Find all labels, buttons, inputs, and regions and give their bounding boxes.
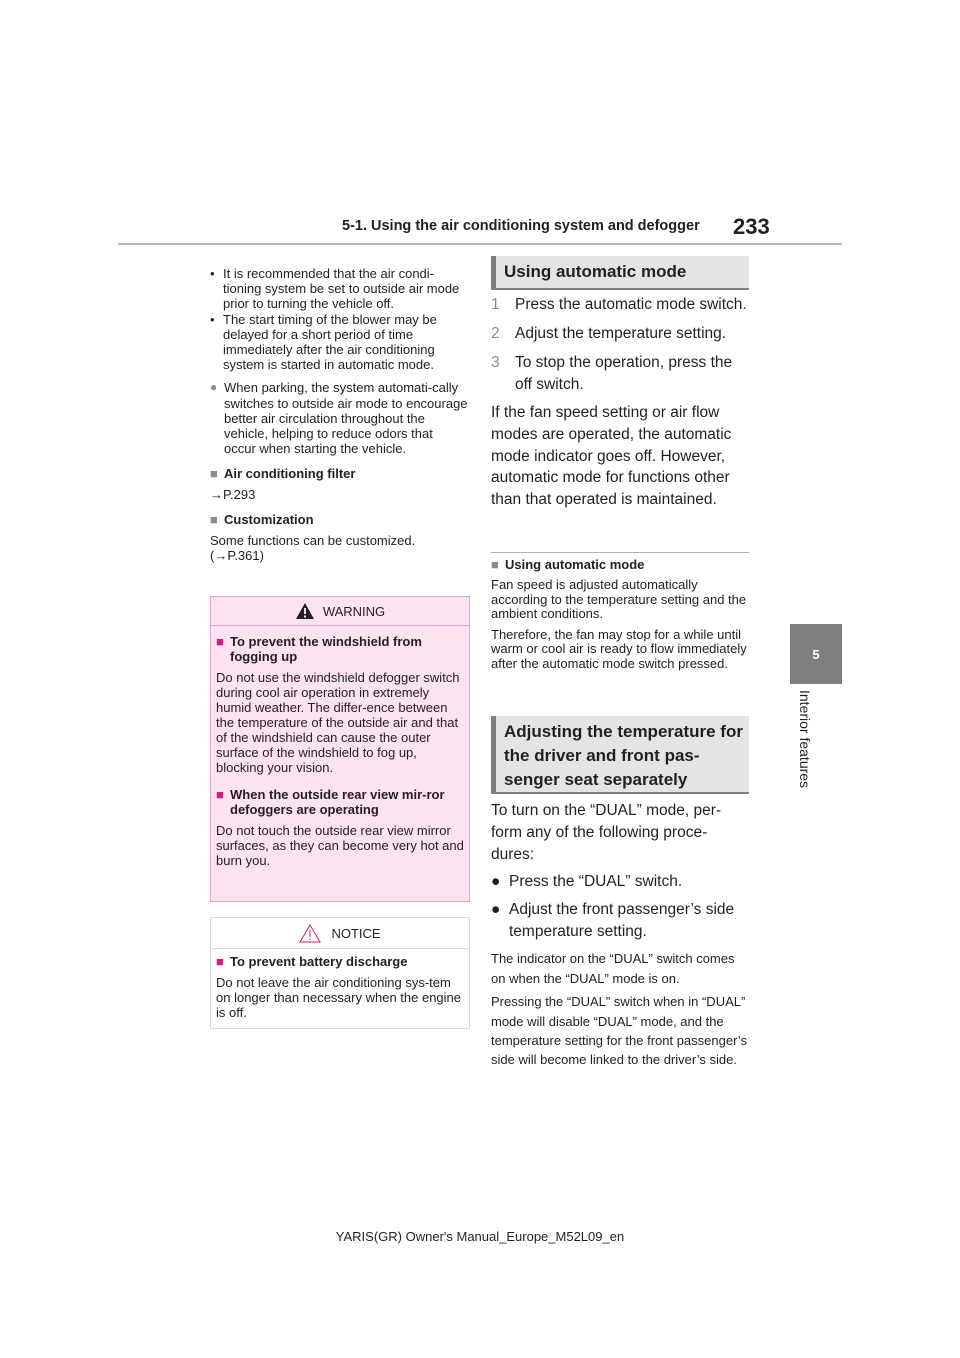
step-text: Press the automatic mode switch. [515, 296, 747, 313]
list-item [210, 312, 468, 373]
auto-mode-steps [491, 294, 749, 511]
note-paragraph-1: Fan speed is adjusted automatically according to the temperature setting and the ambient conditions. [491, 577, 747, 621]
warning-triangle-icon [295, 602, 315, 620]
warning-paragraph-1: Do not use the windshield defogger switch during cool air operation in extremely humid weather. The differ-ence between the temperature of the outside air and that of the windshield can cause the outer surface of the windshield to fog up, blocking your vision. [216, 670, 460, 775]
left-column [210, 266, 468, 563]
header-divider [118, 243, 842, 245]
warning-header [211, 597, 469, 626]
chapter-tab: 5 [790, 624, 842, 684]
page-number: 233 [733, 214, 770, 239]
notice-heading [216, 954, 464, 969]
step-number: 2 [491, 325, 500, 342]
filter-heading [210, 466, 468, 481]
parking-note-text: When parking, the system automati-cally switches to outside air mode to encourage better air circulation throughout the vehicle, helping to reduce odors that occur when starting the vehicle. [224, 380, 468, 457]
step-item [491, 294, 749, 316]
notice-triangle-icon [299, 924, 321, 943]
list-item [491, 871, 749, 893]
step-number: 3 [491, 354, 500, 371]
step-text: Adjust the temperature setting. [515, 325, 727, 342]
square-bullet-icon: ■ [210, 466, 218, 482]
notice-heading-text: To prevent battery discharge [230, 954, 408, 969]
warning-heading-2-text: When the outside rear view mir-ror defoggers are operating [230, 787, 445, 817]
bullet-text: The start timing of the blower may be delayed for a short period of time immediately after the air conditioning system is started in automatic mode. [223, 311, 437, 373]
step-text: To stop the operation, press the off switch. [515, 354, 733, 393]
auto-mode-paragraph: If the fan speed setting or air flow modes are operated, the automatic mode indicator goes off. However, automatic mode for functions other than that operated is maintained. [491, 404, 732, 509]
section-title: 5-1. Using the air conditioning system and defogger [342, 218, 700, 234]
dual-intro: To turn on the “DUAL” mode, per-form any of the following proce-dures: [491, 802, 722, 863]
bullet-dot: • [210, 266, 215, 281]
filter-reference-link[interactable]: →P.293 [210, 487, 256, 503]
square-bullet-icon: ■ [491, 557, 499, 572]
square-bullet-icon: ■ [216, 787, 224, 802]
warning-box [210, 596, 470, 902]
chapter-label-wrap [797, 690, 815, 805]
bullet-dot: • [210, 311, 215, 327]
note-paragraph-2: Therefore, the fan may stop for a while until warm or cool air is ready to flow immediately after the automatic mode switch pressed. [491, 626, 747, 671]
dual-mode-content [491, 800, 749, 1070]
list-item-text: Adjust the front passenger’s side temperature setting. [509, 901, 735, 941]
warning-label: WARNING [322, 603, 386, 619]
filter-heading-text: Air conditioning filter [224, 466, 356, 482]
bullet-text: It is recommended that the air condi-tioning system be set to outside air mode prior to turning the vehicle off. [223, 266, 460, 312]
dual-paragraph-2: Pressing the “DUAL” switch when in “DUAL” mode will disable “DUAL” mode, and the temperature setting for the front passenger’s side will become linked to the driver’s side. [491, 994, 748, 1068]
warning-heading-1-text: To prevent the windshield from fogging up [230, 634, 422, 664]
customization-heading-text: Customization [224, 512, 314, 528]
note-heading [491, 557, 749, 572]
auto-mode-heading: Using automatic mode [491, 256, 749, 290]
square-bullet-icon: ■ [216, 954, 224, 969]
warning-heading-1 [216, 634, 464, 664]
dual-paragraph-1: The indicator on the “DUAL” switch comes on when the “DUAL” mode is on. [491, 951, 735, 986]
customization-text: Some functions can be customized. (→P.361) [210, 533, 416, 564]
square-bullet-icon: ■ [216, 634, 224, 649]
circle-bullet-icon: ● [210, 380, 218, 395]
chapter-label: Interior features [797, 690, 813, 789]
notice-label: NOTICE [331, 925, 381, 941]
footer-text: YARIS(GR) Owner's Manual_Europe_M52L09_en [335, 1229, 625, 1244]
notice-box [210, 917, 470, 1029]
customization-heading [210, 512, 468, 527]
warning-heading-2 [216, 787, 464, 817]
step-item [491, 323, 749, 345]
list-item [210, 266, 468, 312]
dual-mode-heading: Adjusting the temperature for the driver and front pas-senger seat separately [491, 716, 749, 794]
step-item [491, 352, 749, 396]
auto-mode-note [491, 557, 749, 671]
notice-body [211, 949, 469, 1020]
warning-paragraph-2: Do not touch the outside rear view mirror surfaces, as they can become very hot and burn you. [216, 823, 464, 868]
notice-header [211, 918, 469, 949]
warning-body [211, 626, 469, 868]
bullet-dot-icon: ● [491, 901, 501, 919]
note-divider [491, 552, 749, 553]
step-number: 1 [491, 296, 500, 313]
list-item [491, 899, 749, 943]
bullet-dot-icon: ● [491, 873, 501, 891]
parking-note [210, 380, 468, 456]
notice-paragraph: Do not leave the air conditioning sys-tem on longer than necessary when the engine is off. [216, 975, 462, 1020]
note-heading-text: Using automatic mode [505, 557, 645, 572]
list-item-text: Press the “DUAL” switch. [509, 873, 683, 891]
square-bullet-icon: ■ [210, 512, 218, 528]
